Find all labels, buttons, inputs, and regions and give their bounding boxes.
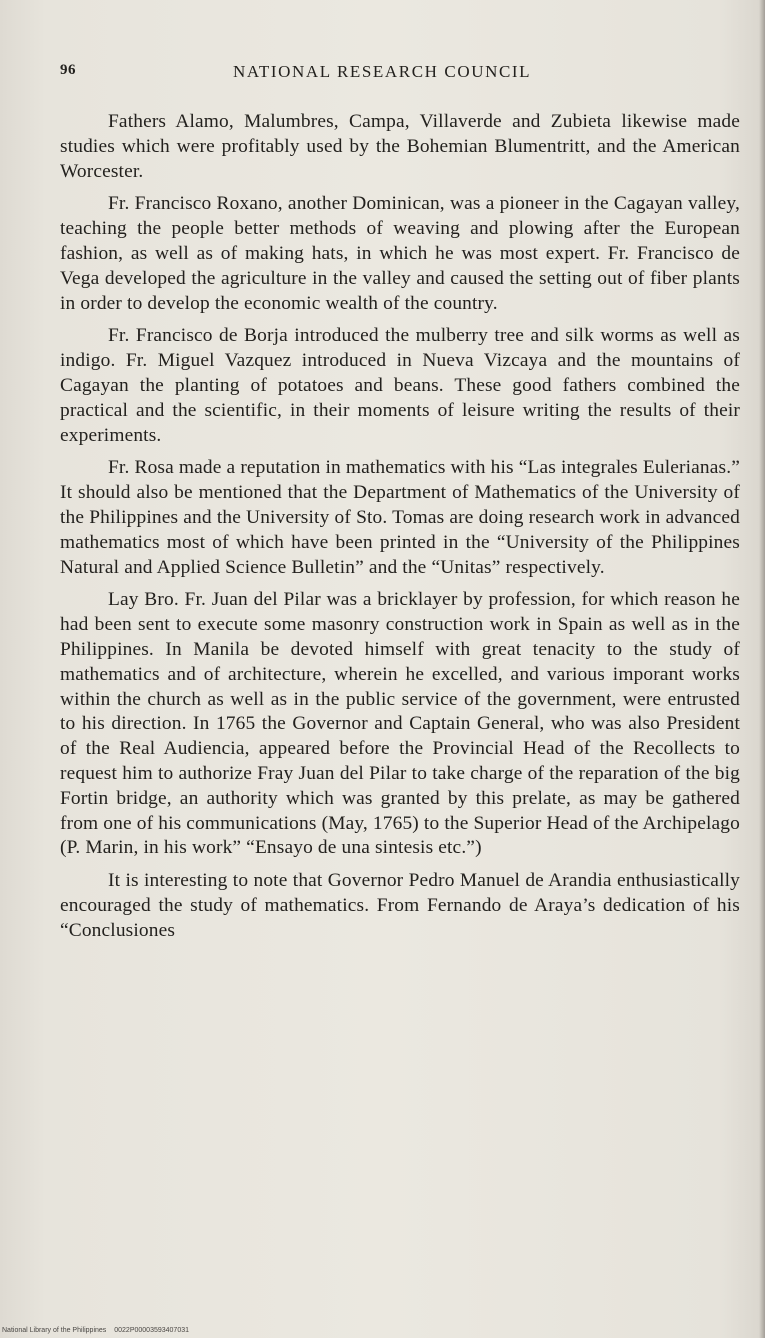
page-number: 96 xyxy=(60,62,76,78)
page-edge-shadow xyxy=(759,0,765,1338)
paragraph: Fr. Francisco Roxano, another Dominican, was a pioneer in the Cagayan valley, teaching the people better methods of weaving and plowing after the European fashion, as well as of making hats, in which he was most expert. Fr. Francisco de Vega developed the agriculture in the valley and caused the setting out of fiber plants in order to develop the economic wealth of the country. xyxy=(60,193,740,314)
running-head: NATIONAL RESEARCH COUNCIL xyxy=(233,62,532,81)
scan-identifier: 0022P00003593407031 xyxy=(114,1327,189,1334)
paragraph: Fr. Francisco de Borja introduced the mulberry tree and silk worms as well as indigo. Fr. Miguel Vazquez introduced in Nueva Vizcaya and the mountains of Cagayan the planting of potatoes and beans. These good fathers combined the practical and the scientific, in their moments of leisure writing the results of their experiments. xyxy=(60,325,740,446)
library-name: National Library of the Philippines xyxy=(2,1327,107,1334)
paragraph: Fathers Alamo, Malumbres, Campa, Villaverde and Zubieta likewise made studies which were profitably used by the Bohemian Blumentritt, and the American Worcester. xyxy=(60,111,740,182)
page-header xyxy=(60,62,740,92)
paragraph: It is interesting to note that Governor Pedro Manuel de Arandia enthusiastically encouraged the study of mathematics. From Fernando de Araya’s dedication of his “Conclusiones xyxy=(60,870,740,941)
body-text xyxy=(60,110,740,952)
paragraph: Fr. Rosa made a reputation in mathematics with his “Las integrales Eulerianas.” It should also be mentioned that the Department of Mathematics of the University of the Philippines and the University of Sto. Tomas are doing research work in advanced mathematics most of which have been printed in the “University of the Philippines Natural and Applied Science Bulletin” and the “Unitas” respectively. xyxy=(60,457,740,578)
paragraph: Lay Bro. Fr. Juan del Pilar was a bricklayer by profession, for which reason he had been sent to execute some masonry construction work in Spain as well as in the Philippines. In Manila be devoted himself with great tenacity to the study of mathematics and of architecture, wherein he excelled, and various imporant works within the church as well as in the public service of the government, were entrusted to his direction. In 1765 the Governor and Captain General, who was also President of the Real Audiencia, appeared before the Provincial Head of the Recollects to request him to authorize Fray Juan del Pilar to take charge of the reparation of the big Fortin bridge, an authority which was granted by this prelate, as may be gathered from one of his communications (May, 1765) to the Superior Head of the Archipelago (P. Marin, in his work” “Ensayo de una sintesis etc.”) xyxy=(60,589,740,859)
scan-footer xyxy=(2,1327,195,1334)
